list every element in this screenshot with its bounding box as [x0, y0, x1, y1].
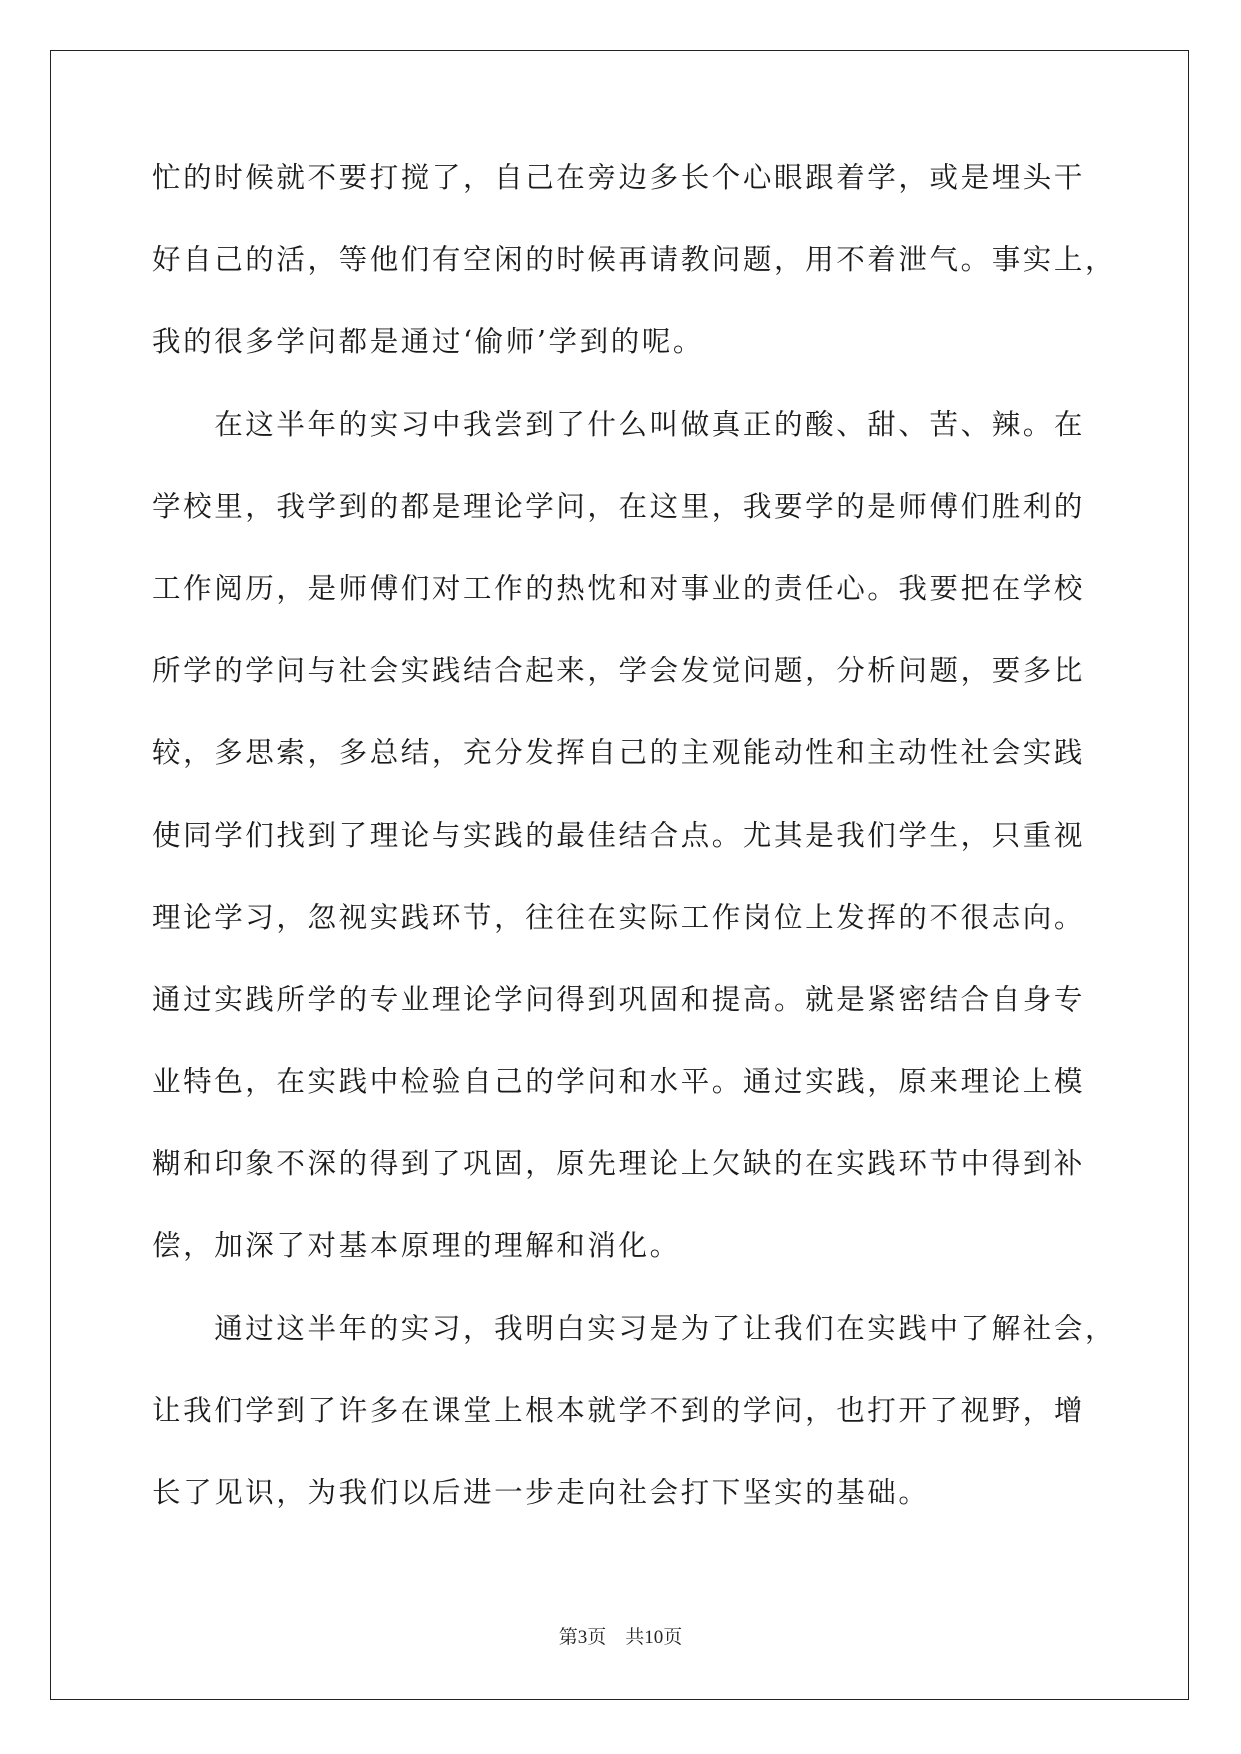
page-number: 第3页 共10页	[558, 1627, 683, 1648]
text-line: 我的很多学问都是通过‘偷师’学到的呢。	[152, 325, 705, 359]
text-line: 使同学们找到了理论与实践的最佳结合点。尤其是我们学生，只重视	[152, 818, 1086, 852]
text-line: 较，多思索，多总结，充分发挥自己的主观能动性和主动性社会实践	[152, 736, 1086, 770]
page-footer	[0, 1622, 1241, 1649]
text-line: 所学的学问与社会实践结合起来，学会发觉问题，分析问题，要多比	[152, 654, 1086, 688]
text-line: 在这半年的实习中我尝到了什么叫做真正的酸、甜、苦、辣。在	[152, 407, 1086, 441]
text-line: 理论学习，忽视实践环节，往往在实际工作岗位上发挥的不很志向。	[152, 900, 1086, 934]
text-line: 学校里，我学到的都是理论学问，在这里，我要学的是师傅们胜利的	[152, 489, 1086, 523]
text-line: 业特色，在实践中检验自己的学问和水平。通过实践，原来理论上模	[152, 1065, 1086, 1099]
text-line: 好自己的活，等他们有空闲的时候再请教问题，用不着泄气。事实上，	[152, 243, 1117, 277]
text-line: 让我们学到了许多在课堂上根本就学不到的学问，也打开了视野，增	[152, 1393, 1086, 1427]
text-line: 偿，加深了对基本原理的理解和消化。	[152, 1229, 681, 1263]
text-line: 忙的时候就不要打搅了，自己在旁边多长个心眼跟着学，或是埋头干	[152, 161, 1086, 194]
text-line: 通过这半年的实习，我明白实习是为了让我们在实践中了解社会，	[152, 1311, 1117, 1345]
document-body	[152, 158, 1117, 1555]
text-line: 通过实践所学的专业理论学问得到巩固和提高。就是紧密结合自身专	[152, 982, 1086, 1016]
text-line: 长了见识，为我们以后进一步走向社会打下坚实的基础。	[152, 1476, 930, 1509]
text-line: 糊和印象不深的得到了巩固，原先理论上欠缺的在实践环节中得到补	[152, 1147, 1086, 1181]
text-line: 工作阅历，是师傅们对工作的热忱和对事业的责任心。我要把在学校	[152, 571, 1086, 605]
